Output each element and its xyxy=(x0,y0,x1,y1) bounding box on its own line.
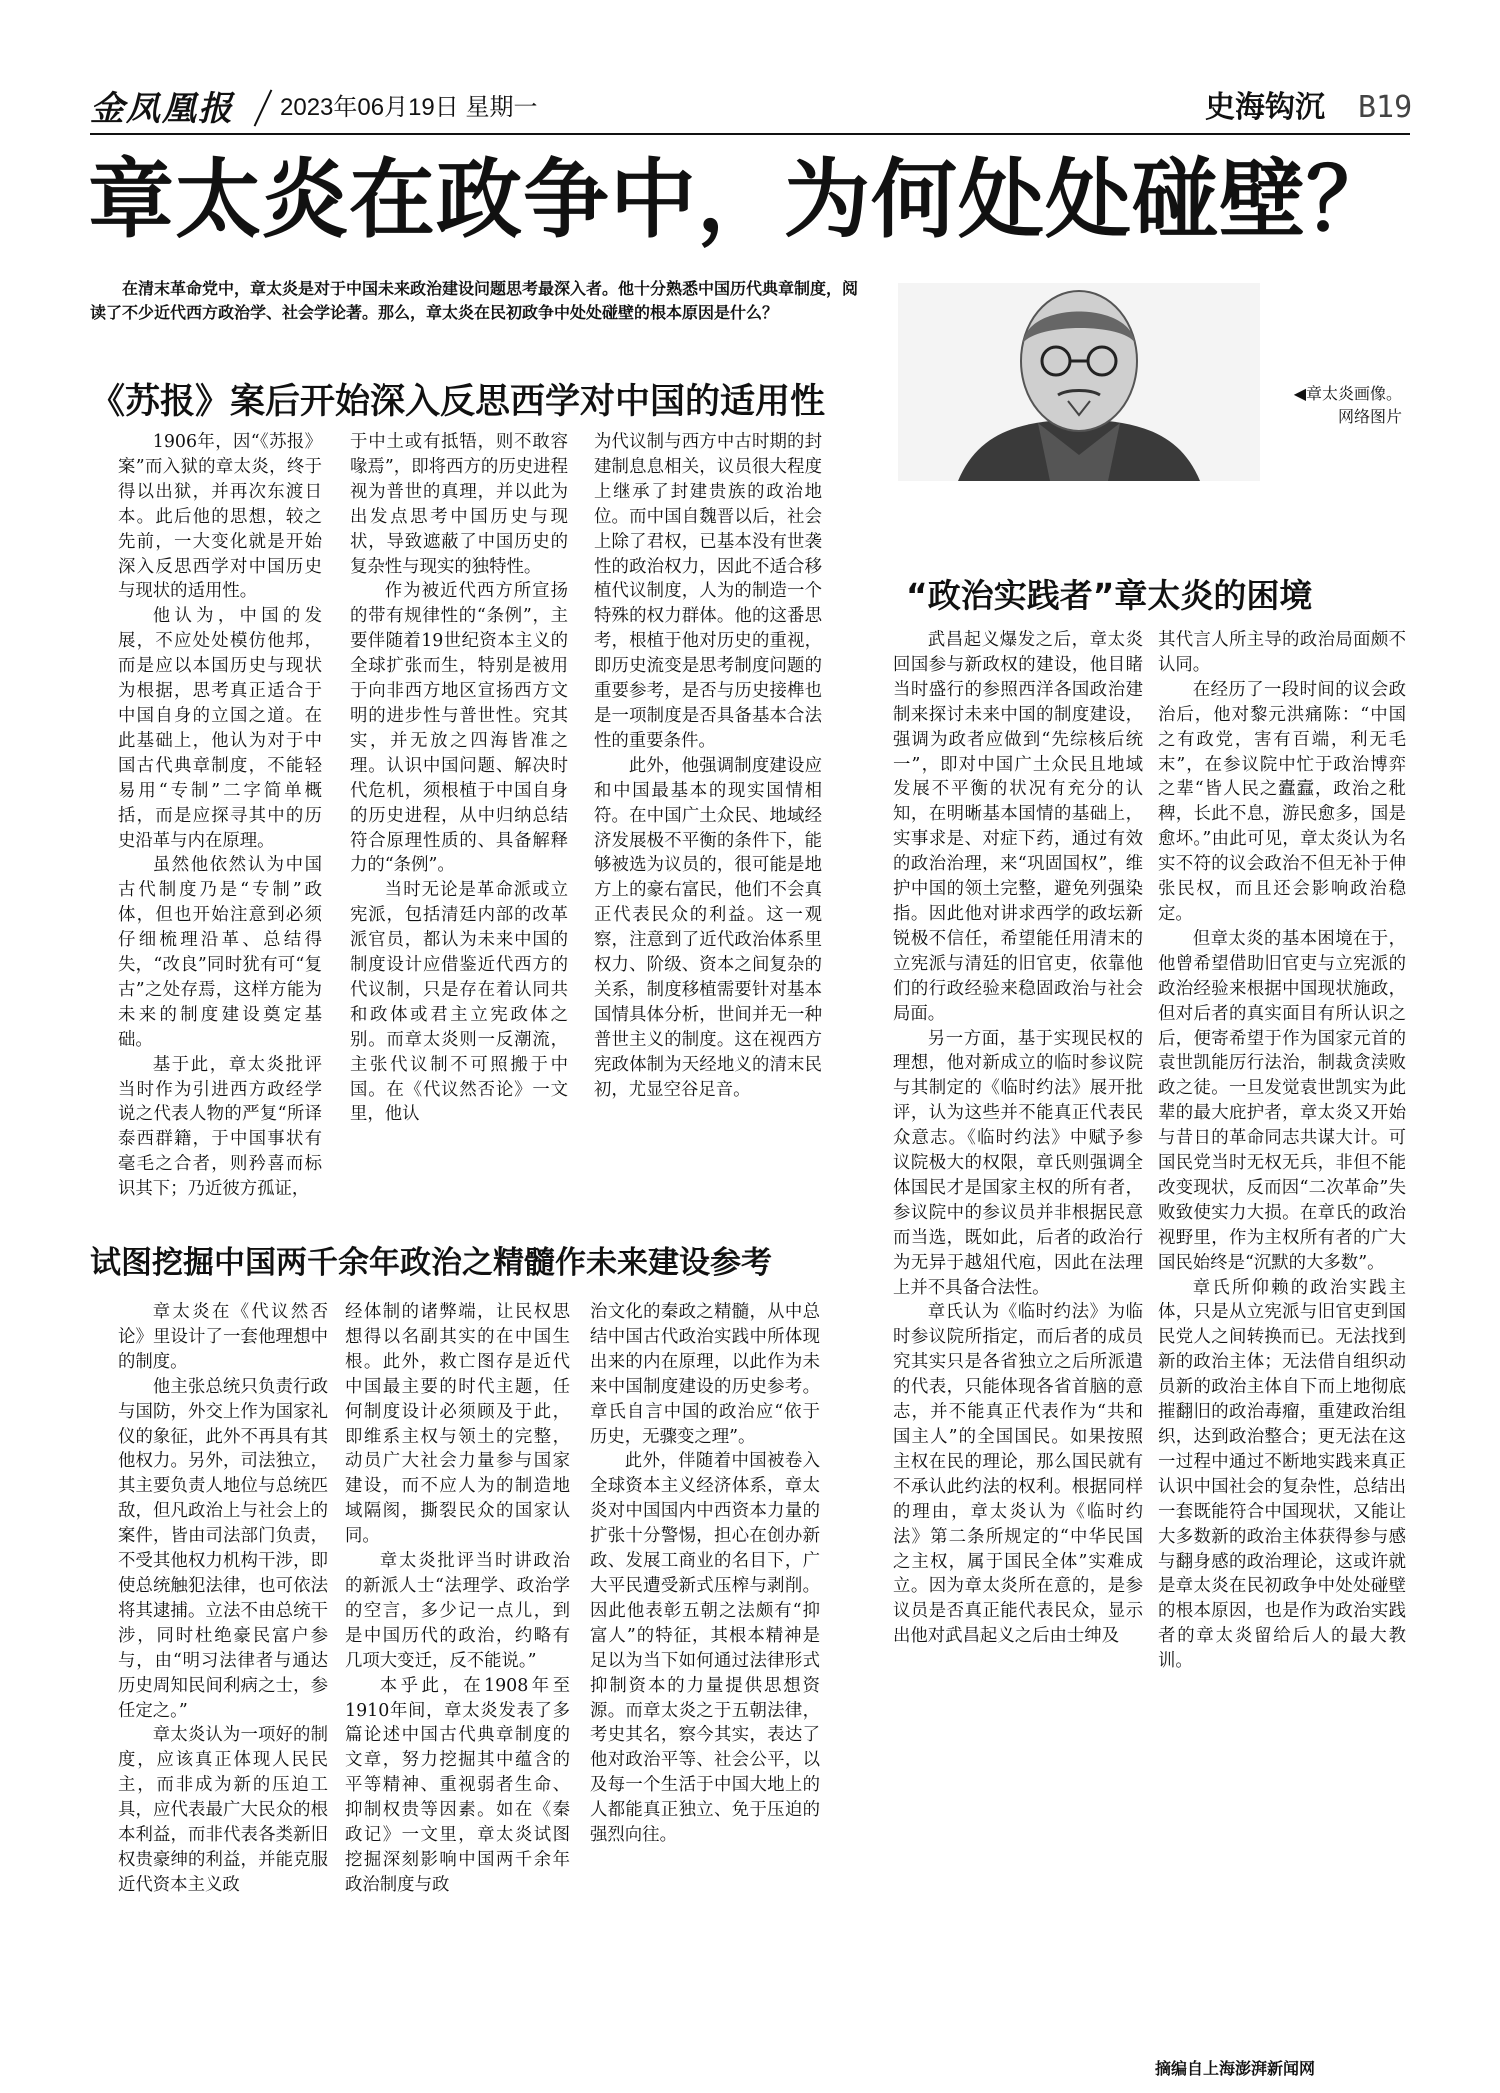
s2-column-3 xyxy=(590,1300,820,2082)
paragraph: 此外，伴随着中国被卷入全球资本主义经济体系，章太炎对中国国内中西资本力量的扩张十分警惕，担心在创办新政、发展工商业的名目下，广大平民遭受新式压榨与剥削。因此他表彰五朝之法颇有“抑富人”的特征，其根本精神是足以为当下如何通过法律形式抑制资本的力量提供思想资源。而章太炎之于五朝法律，考史其名，察今其实，表达了他对政治平等、社会公平，以及每一个生活于中国大地上的人都能真正独立、免于压迫的强烈向往。 xyxy=(590,1451,820,1846)
source-credit: 摘编自上海澎湃新闻网 xyxy=(1155,2061,1316,2078)
paragraph: 为代议制与西方中古时期的封建制息息相关，议员很大程度上继承了封建贵族的政治地位。而中国自魏晋以后，社会上除了君权，已基本没有世袭性的政治权力，因此不适合移植代议制度，人为的制造一个特殊的权力群体。他的这番思考，根植于他对历史的重视，即历史流变是思考制度问题的重要参考，是否与历史接榫也是一项制度是否具备基本合法性的重要条件。 xyxy=(594,432,822,751)
paragraph: 其代言人所主导的政治局面颇不认同。 xyxy=(1158,630,1406,675)
section-name: 史海钩沉 xyxy=(1205,90,1325,125)
paragraph: 他认为，中国的发展，不应处处模仿他邦，而是应以本国历史与现状为根据，思考真正适合于中国自身的立国之道。在此基础上，他认为对于中国古代典章制度，不能轻易用“专制”二字简单概括，而是应探寻其中的历史沿革与内在原理。 xyxy=(118,606,322,851)
portrait-caption: ◀章太炎画像。 xyxy=(1293,384,1402,403)
page-number: B19 xyxy=(1358,90,1413,125)
s2-column-2 xyxy=(345,1300,570,2082)
newspaper-logo: 金凤凰报 xyxy=(90,89,234,129)
lede: 在清末革命党中，章太炎是对于中国未来政治建设问题思考最深入者。他十分熟悉中国历代典章制度，阅读了不少近代西方政治学、社会学论著。那么，章太炎在民初政争中处处碰壁的根本原因是什么？ xyxy=(90,281,859,322)
paragraph: 但章太炎的基本困境在于，他曾希望借助旧官吏与立宪派的政治经验来根据中国现状施政，但对后者的真实面目有所认识之后，便寄希望于作为国家元首的袁世凯能厉行法治，制裁贪渎败政之徒。一旦发觉袁世凯实为此辈的最大庇护者，章太炎又开始与昔日的革命同志共谋大计。可国民党当时无权无兵，非但不能改变现状，反而因“二次革命”失败致使实力大损。在章氏的政治视野里，作为主权所有者的广大国民始终是“沉默的大多数”。 xyxy=(1158,928,1406,1273)
paragraph: 章太炎批评当时讲政治的新派人士“法理学、政治学的空言，多少记一点儿，到是中国历代的政治，约略有几项大变迁，反不能说。” xyxy=(345,1551,570,1671)
paragraph: 章氏认为《临时约法》为临时参议院所指定，而后者的成员究其实只是各省独立之后所派遣的代表，只能体现各省首脑的意志，并不能真正代表作为“共和国主人”的全国国民。如果按照主权在民的理论，那么国民就有不承认此约法的权利。根据同样的理由，章太炎认为《临时约法》第二条所规定的“中华民国之主权，属于国民全体”实难成立。因为章太炎所在意的，是参议员是否真正能代表民众，显示出他对武昌起义之后由士绅及 xyxy=(893,1302,1143,1647)
paragraph: 于中土或有抵牾，则不敢容喙焉”，即将西方的历史进程视为普世的真理，并以此为出发点思考中国历史与现状，导致遮蔽了中国历史的复杂性与现实的独特性。 xyxy=(350,432,568,577)
portrait-credit: 网络图片 xyxy=(1337,409,1402,426)
paragraph: 章太炎认为一项好的制度，应该真正体现人民民主，而非成为新的压迫工具，应代表最广大民众的根本利益，而非代表各类新旧权贵豪绅的利益，并能克服近代资本主义政 xyxy=(118,1725,328,1895)
subheading-3: “政治实践者”章太炎的困境 xyxy=(906,576,1313,615)
paragraph: 章氏所仰赖的政治实践主体，只是从立宪派与旧官吏到国民党人之间转换而已。无法找到新的政治主体；无法借自组织动员新的政治主体自下而上地彻底摧翻旧的政治毒瘤，重建政治组织，达到政治整合；更无法在这一过程中通过不断地实践来真正认识中国社会的复杂性，总结出一套既能符合中国现状，又能让大多数新的政治主体获得参与感与翻身感的政治理论，这或许就是章太炎在民初政争中处处碰壁的根本原因，也是作为政治实践者的章太炎留给后人的最大教训。 xyxy=(1158,1277,1406,1672)
s3-column-1 xyxy=(893,628,1143,2052)
portrait-image xyxy=(898,283,1260,481)
s1-column-2 xyxy=(350,430,568,1232)
s3-column-2 xyxy=(1158,628,1406,2052)
paragraph: 当时无论是革命派或立宪派，包括清廷内部的改革派官员，都认为未来中国的制度设计应借鉴近代西方的代议制，只是存在着认同共和政体或君主立宪政体之别。而章太炎则一反潮流，主张代议制不可照搬于中国。在《代议然否论》一文里，他认 xyxy=(350,880,568,1125)
masthead-rule xyxy=(90,133,1410,135)
paragraph: 另一方面，基于实现民权的理想，他对新成立的临时参议院与其制定的《临时约法》展开批评，认为这些并不能真正代表民众意志。《临时约法》中赋予参议院极大的权限，章氏则强调全体国民才是国家主权的所有者，参议院中的参议员并非根据民意而当选，既如此，后者的政治行为无异于越俎代庖，因此在法理上并不具备合法性。 xyxy=(893,1028,1143,1298)
paragraph: 基于此，章太炎批评当时作为引进西方政经学说之代表人物的严复“所译泰西群籍，于中国事状有毫毛之合者，则矜喜而标识其下；乃近彼方孤证， xyxy=(118,1054,322,1200)
paragraph: 他主张总统只负责行政与国防，外交上作为国家礼仪的象征，此外不再具有其他权力。另外，司法独立，其主要负责人地位与总统匹敌，但凡政治上与社会上的案件，皆由司法部门负责，不受其他权力机构干涉，即使总统触犯法律，也可依法将其逮捕。立法不由总统干涉，同时杜绝豪民富户参与，由“明习法律者与通达历史周知民间利病之士，参任定之。” xyxy=(118,1376,328,1721)
paragraph: 此外，他强调制度建设应和中国最基本的现实国情相符。在中国广土众民、地域经济发展极不平衡的条件下，能够被选为议员的，很可能是地方上的豪右富民，他们不会真正代表民众的利益。这一观察，注意到了近代政治体系里权力、阶级、资本之间复杂的关系，制度移植需要针对基本国情具体分析，世间并无一种普世主义的制度。这在视西方宪政体制为天经地义的清末民初，尤显空谷足音。 xyxy=(594,755,822,1100)
paragraph: 作为被近代西方所宣扬的带有规律性的“条例”，主要伴随着19世纪资本主义的全球扩张而生，特别是被用于向非西方地区宣扬西方文明的进步性与普世性。究其实，并无放之四海皆准之理。认识中国问题、解决时代危机，须根植于中国自身的历史进程，从中归纳总结符合原理性质的、具备解释力的“条例”。 xyxy=(350,581,568,876)
paragraph: 章太炎在《代议然否论》里设计了一套他理想中的制度。 xyxy=(118,1302,328,1372)
paragraph: 1906年，因“《苏报》案”而入狱的章太炎，终于得以出狱，并再次东渡日本。此后他的思想，较之先前，一大变化就是开始深入反思西学对中国历史与现状的适用性。 xyxy=(118,432,322,602)
s2-column-1 xyxy=(118,1300,328,2082)
paragraph: 治文化的秦政之精髓，从中总结中国古代政治实践中所体现出来的内在原理，以此作为未来中国制度建设的历史参考。章氏自言中国的政治应“依于历史，无骤变之理”。 xyxy=(590,1302,820,1447)
paragraph: 经体制的诸弊端，让民权思想得以名副其实的在中国生根。此外，救亡图存是近代中国最主要的时代主题，任何制度设计必须顾及于此，即维系主权与领土的完整，动员广大社会力量参与国家建设，而不应人为的制造地域隔阂，撕裂民众的国家认同。 xyxy=(345,1302,570,1547)
subheading-2: 试图挖掘中国两千余年政治之精髓作未来建设参考 xyxy=(90,1245,772,1281)
portrait-caption-block xyxy=(1262,382,1402,430)
issue-date: 2023年06月19日 星期一 xyxy=(280,94,538,121)
headline: 章太炎在政争中，为何处处碰壁？ xyxy=(88,150,1393,250)
s1-column-3 xyxy=(594,430,822,1232)
paragraph: 虽然他依然认为中国古代制度乃是“专制”政体，但也开始注意到必须仔细梳理沿革、总结得失，“改良”同时犹有可“复古”之处存焉，这样方能为未来的制度建设奠定基础。 xyxy=(118,855,322,1050)
s1-column-1 xyxy=(118,430,322,1232)
paragraph: 武昌起义爆发之后，章太炎回国参与新政权的建设，他目睹当时盛行的参照西洋各国政治建制来探讨未来中国的制度建设，强调为政者应做到“先综核后统一”，即对中国广土众民且地域发展不平衡的状况有充分的认知，在明晰基本国情的基础上，实事求是、对症下药，通过有效的政治治理，来“巩固国权”，维护中国的领土完整，避免列强染指。因此他对讲求西学的政坛新锐极不信任，希望能任用清末的立宪派与清廷的旧官吏，依靠他们的行政经验来稳固政治与社会局面。 xyxy=(893,630,1143,1024)
portrait-illustration xyxy=(898,283,1260,481)
paragraph: 本乎此，在1908年至1910年间，章太炎发表了多篇论述中国古代典章制度的文章，努力挖掘其中蕴含的平等精神、重视弱者生命、抑制权贵等因素。如在《秦政记》一文里，章太炎试图挖掘深刻影响中国两千余年政治制度与政 xyxy=(345,1675,570,1895)
subheading-1: 《苏报》案后开始深入反思西学对中国的适用性 xyxy=(90,382,826,422)
paragraph: 在经历了一段时间的议会政治后，他对黎元洪痛陈：“中国之有政党，害有百端，利无毛末”，在参议院中忙于政治博弈之辈“皆人民之蠹蠧，政治之秕稗，长此不息，游民愈多，国是愈坏。”由此可见，章太炎认为名实不符的议会政治不但无补于伸张民权，而且还会影响政治稳定。 xyxy=(1158,679,1406,924)
